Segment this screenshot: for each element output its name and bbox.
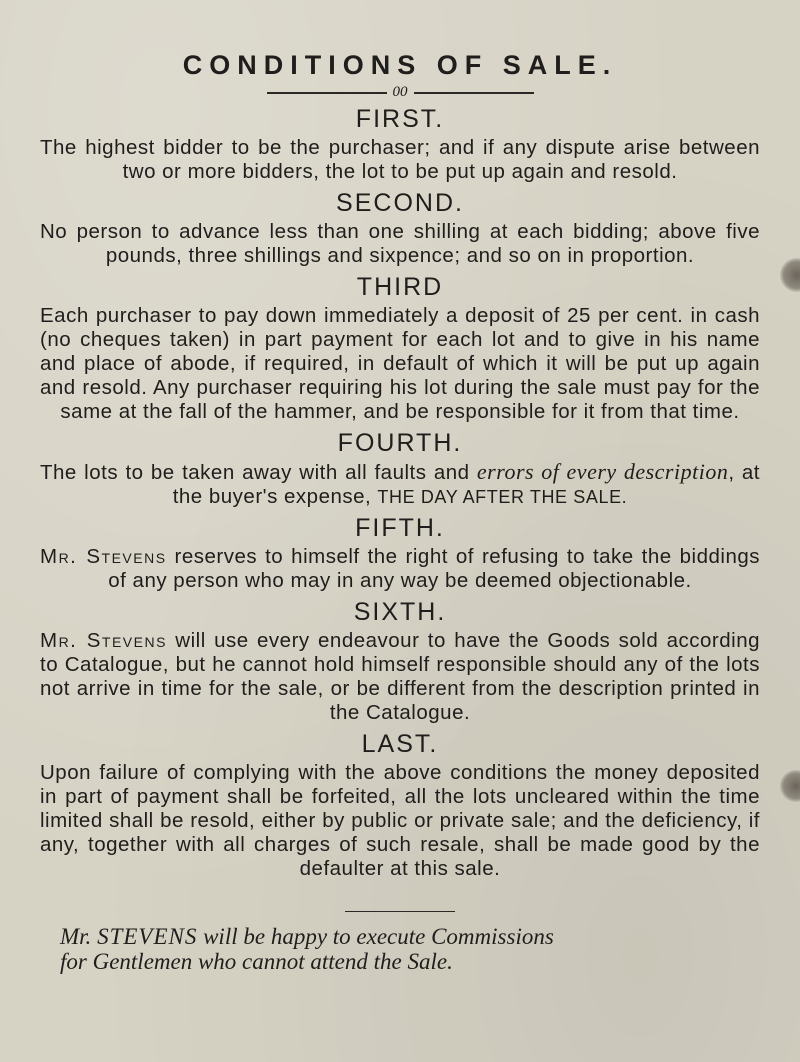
section-text-fifth — [40, 545, 760, 593]
fourth-text-start: The lots to be taken away with all faults and — [40, 461, 477, 484]
ornament-mark: 00 — [392, 84, 408, 100]
section-text-sixth — [40, 629, 760, 725]
ornament-rule-left — [267, 92, 387, 94]
fourth-text-caps: THE DAY AFTER THE SALE. — [377, 487, 628, 507]
fifth-auctioneer-name: Mr. Stevens — [40, 545, 167, 568]
section-heading-last: LAST. — [361, 730, 439, 758]
sixth-text-body: will use every endeavour to have the Goods sold according to Catalogue, but he cannot hold himself responsible should any of the lots not arrive in time for the sale, or be different from the description printed in the Catalogue. — [40, 629, 761, 724]
fourth-text-italic: errors of every description — [476, 459, 729, 484]
section-text-last: Upon failure of complying with the above conditions the money deposited in part of payment shall be forfeited, all the lots uncleared within the time limited shall be resold, either by public or private sale; and the deficiency, if any, together with all charges of such resale, shall be made good by the defaulter at this sale. — [40, 761, 760, 880]
note-line-1-rest: will be happy to execute Commissions — [197, 924, 554, 949]
section-heading-first: FIRST. — [355, 105, 445, 133]
section-heading-second: SECOND. — [336, 189, 464, 217]
paper-stain-upper — [780, 258, 800, 292]
paper-stain-lower — [780, 770, 800, 802]
title-ornament — [40, 85, 760, 100]
commissions-note-line-1 — [60, 924, 760, 949]
section-text-fourth — [40, 460, 760, 509]
commissions-note — [60, 924, 760, 974]
footer-divider — [345, 911, 455, 912]
section-heading-fourth: FOURTH. — [337, 429, 463, 457]
commissions-note-line-2: for Gentlemen who cannot attend the Sale. — [60, 949, 453, 974]
section-heading-sixth: SIXTH. — [353, 598, 447, 626]
section-text-second: No person to advance less than one shilling at each bidding; above five pounds, three shillings and sixpence; and so on in proportion. — [40, 220, 760, 267]
sixth-auctioneer-name: Mr. Stevens — [40, 629, 167, 652]
section-heading-fifth: FIFTH. — [355, 514, 445, 542]
section-text-third: Each purchaser to pay down immediately a deposit of 25 per cent. in cash (no cheques taken) in part payment for each lot and to give in his name and place of abode, if required, in default of which it will be put up again and resold. Any purchaser requiring his lot during the sale must pay for the same at the fall of the hammer, and be responsible for it from that time. — [40, 304, 760, 423]
note-prefix: Mr. — [60, 924, 98, 949]
ornament-rule-right — [414, 92, 534, 94]
fourth-text-middle: , at the buyer's expense, — [172, 461, 760, 508]
section-text-first: The highest bidder to be the purchaser; and if any dispute arise between two or more bidders, the lot to be put up again and resold. — [40, 136, 760, 183]
section-heading-third: THIRD — [356, 273, 444, 301]
note-auctioneer-name: STEVENS — [97, 924, 198, 949]
conditions-of-sale-page — [40, 50, 760, 974]
page-title: CONDITIONS OF SALE. — [182, 50, 618, 80]
fifth-text-body: reserves to himself the right of refusing to take the biddings of any person who may in any way be deemed objectionable. — [108, 545, 760, 592]
